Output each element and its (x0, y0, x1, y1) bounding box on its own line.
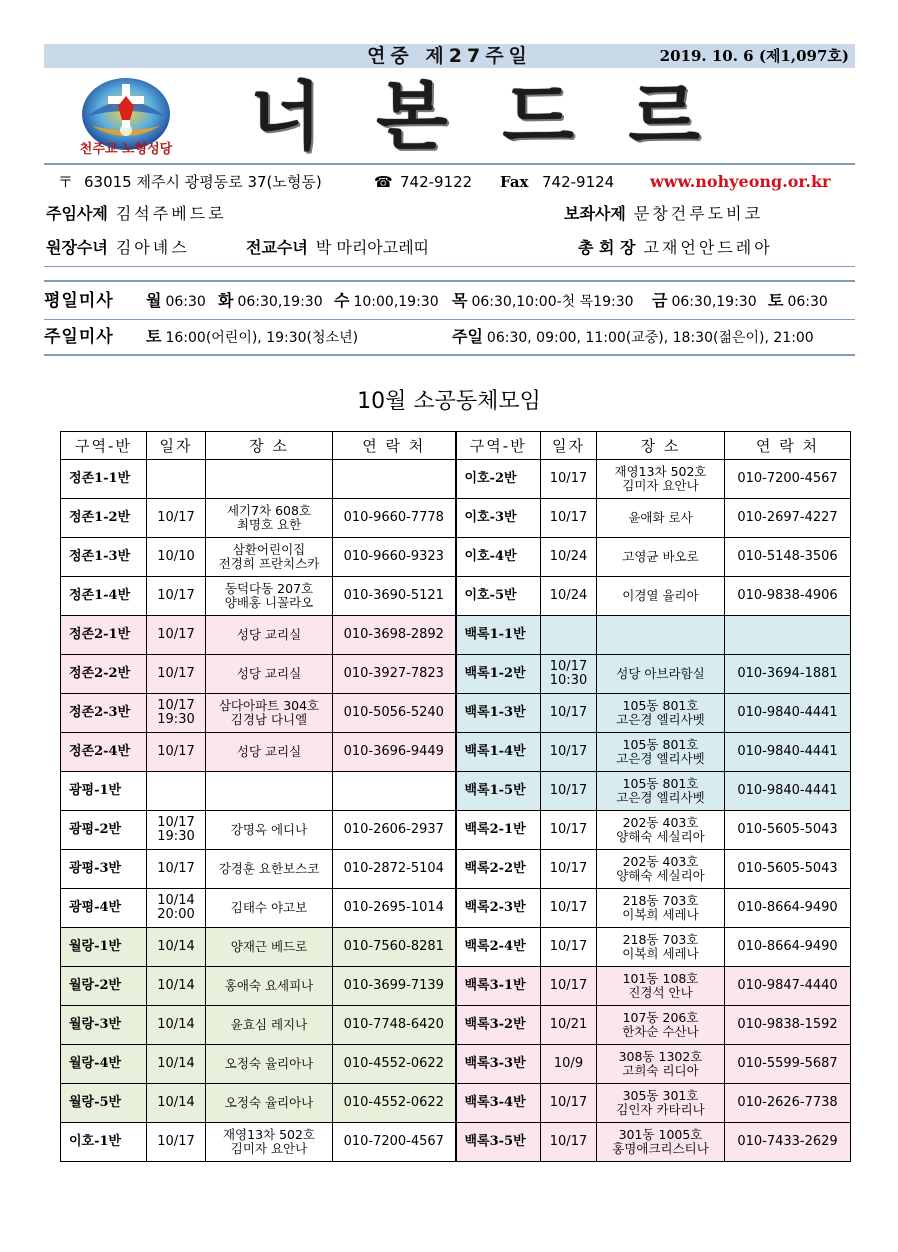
cell-date: 10/17 (541, 967, 597, 1006)
column-header: 장 소 (206, 432, 333, 460)
cell-place: 재영13차 502호 김미자 요안나 (597, 460, 725, 499)
cell-place: 고영균 바오로 (597, 538, 725, 577)
cell-date: 10/17 10:30 (541, 655, 597, 694)
table-row (61, 733, 851, 772)
cell-district: 백록3-4반 (456, 1084, 541, 1123)
cell-place: 202동 403호 양해숙 세실리아 (597, 811, 725, 850)
cell-district: 광평-4반 (61, 889, 147, 928)
logo-caption: 천주교 노형성당 (79, 142, 173, 157)
table-row (61, 967, 851, 1006)
cell-date: 10/10 (147, 538, 206, 577)
saturday-mass: 토 16:00(어린이), 19:30(청소년) (146, 327, 359, 346)
cell-phone: 010-9840-4441 (725, 694, 851, 733)
sunday-mass-label: 주일미사 (44, 327, 114, 347)
cell-date: 10/24 (541, 538, 597, 577)
cell-phone: 010-7560-8281 (333, 928, 456, 967)
cell-phone: 010-9840-4441 (725, 772, 851, 811)
mass-item: 수 10:00,19:30 (334, 291, 439, 310)
table-row (61, 499, 851, 538)
cell-phone: 010-2872-5104 (333, 850, 456, 889)
section-title: 10월 소공동체모임 (357, 389, 541, 414)
cell-phone: 010-5148-3506 (725, 538, 851, 577)
cell-place: 218동 703호 이복희 세레나 (597, 928, 725, 967)
mass-item: 토 06:30 (768, 291, 828, 310)
cell-date: 10/17 (147, 499, 206, 538)
cell-district: 정존2-3반 (61, 694, 147, 733)
week-title: 연중 제27주일 (367, 45, 532, 67)
head-sister-row (46, 236, 190, 260)
president-name: 고재언안드레아 (643, 238, 773, 257)
cell-district: 백록3-5반 (456, 1123, 541, 1162)
cell-place: 성당 교리실 (206, 655, 333, 694)
cell-phone (333, 460, 456, 499)
table-row (61, 889, 851, 928)
cell-date (147, 460, 206, 499)
cell-phone: 010-4552-0622 (333, 1084, 456, 1123)
weekday-mass-label: 평일미사 (44, 291, 114, 311)
cell-district: 정존1-3반 (61, 538, 147, 577)
cell-district: 이호-1반 (61, 1123, 147, 1162)
cell-district: 광평-1반 (61, 772, 147, 811)
assistant-name: 문창건루도비코 (633, 204, 764, 223)
cell-date: 10/14 20:00 (147, 889, 206, 928)
cell-phone: 010-7200-4567 (333, 1123, 456, 1162)
cell-date: 10/21 (541, 1006, 597, 1045)
cell-district: 백록1-1반 (456, 616, 541, 655)
mass-schedule (44, 282, 855, 354)
column-header: 연 락 처 (333, 432, 456, 460)
cell-phone: 010-7748-6420 (333, 1006, 456, 1045)
cell-phone: 010-5599-5687 (725, 1045, 851, 1084)
cell-phone: 010-7433-2629 (725, 1123, 851, 1162)
cell-district: 정존2-4반 (61, 733, 147, 772)
table-row (61, 460, 851, 499)
column-header: 구역-반 (456, 432, 541, 460)
cell-phone: 010-3690-5121 (333, 577, 456, 616)
cell-date: 10/17 (147, 1123, 206, 1162)
cell-date: 10/14 (147, 1084, 206, 1123)
cell-place: 세기7차 608호 최명호 요한 (206, 499, 333, 538)
fax-number: 742-9124 (542, 173, 615, 191)
cell-place: 오정숙 율리아나 (206, 1084, 333, 1123)
cell-district: 백록3-3반 (456, 1045, 541, 1084)
cell-place: 이경열 율리아 (597, 577, 725, 616)
head-sister-name: 김아녜스 (115, 238, 190, 257)
cell-phone: 010-8664-9490 (725, 928, 851, 967)
cell-phone: 010-5605-5043 (725, 811, 851, 850)
cell-place: 윤효심 레지나 (206, 1006, 333, 1045)
weekday-mass-row (44, 284, 855, 318)
cell-date: 10/17 (147, 733, 206, 772)
mass-item: 목 06:30,10:00-첫 목19:30 (452, 291, 634, 310)
cell-date: 10/17 (541, 460, 597, 499)
cell-district: 백록2-4반 (456, 928, 541, 967)
cell-place: 218동 703호 이복희 세레나 (597, 889, 725, 928)
cell-phone: 010-5056-5240 (333, 694, 456, 733)
table-row (61, 772, 851, 811)
mass-item: 월 06:30 (146, 291, 206, 310)
title-char: 르 (628, 74, 700, 160)
cell-place: 김태수 야고보 (206, 889, 333, 928)
cell-place: 강경훈 요한보스코 (206, 850, 333, 889)
cell-date: 10/17 19:30 (147, 694, 206, 733)
mass-bottom-rule (44, 354, 855, 356)
cell-district: 월랑-2반 (61, 967, 147, 1006)
cell-place: 308동 1302호 고희숙 리디아 (597, 1045, 725, 1084)
table-row (61, 577, 851, 616)
paper-title (250, 74, 700, 160)
cell-date: 10/14 (147, 1006, 206, 1045)
cell-date: 10/14 (147, 967, 206, 1006)
cell-date: 10/17 (147, 850, 206, 889)
cell-phone: 010-9840-4441 (725, 733, 851, 772)
cell-place: 재영13차 502호 김미자 요안나 (206, 1123, 333, 1162)
mass-item: 금 06:30,19:30 (652, 291, 757, 310)
cell-place (597, 616, 725, 655)
cell-date: 10/14 (147, 1045, 206, 1084)
cell-district: 백록2-3반 (456, 889, 541, 928)
cell-phone: 010-9847-4440 (725, 967, 851, 1006)
table-header-row (61, 432, 851, 460)
cell-date: 10/9 (541, 1045, 597, 1084)
cell-district: 월랑-1반 (61, 928, 147, 967)
cell-district: 백록2-2반 (456, 850, 541, 889)
cell-district: 이호-3반 (456, 499, 541, 538)
cell-phone (333, 772, 456, 811)
header-divider (44, 163, 855, 165)
cell-district: 이호-4반 (456, 538, 541, 577)
table-row (61, 1123, 851, 1162)
table-row (61, 1084, 851, 1123)
website-link[interactable]: www.nohyeong.or.kr (650, 172, 831, 191)
small-community-table (60, 431, 851, 1162)
sunday-mass: 주일 06:30, 09:00, 11:00(교중), 18:30(젊은이), 21:00 (452, 327, 814, 346)
cell-date: 10/17 (541, 499, 597, 538)
cell-phone: 010-2606-2937 (333, 811, 456, 850)
cell-date: 10/17 (541, 928, 597, 967)
phone-number: 742-9122 (400, 173, 473, 191)
cell-phone: 010-5605-5043 (725, 850, 851, 889)
cell-place: 삼다아파트 304호 김경남 다니엘 (206, 694, 333, 733)
cell-date (541, 616, 597, 655)
cell-date: 10/17 (541, 1123, 597, 1162)
cell-district: 백록1-4반 (456, 733, 541, 772)
mission-sister-label: 전교수녀 (246, 238, 308, 257)
president-row (578, 236, 773, 260)
cell-phone: 010-2626-7738 (725, 1084, 851, 1123)
cell-place: 성당 교리실 (206, 733, 333, 772)
table-row (61, 811, 851, 850)
pastor-name: 김석주베드로 (115, 204, 227, 223)
cell-place: 삼환어린이집 전경희 프란치스카 (206, 538, 333, 577)
cell-district: 이호-5반 (456, 577, 541, 616)
cell-phone: 010-9838-4906 (725, 577, 851, 616)
pastor-label: 주임사제 (46, 204, 108, 223)
fax-label: Fax (500, 173, 529, 191)
table-row (61, 928, 851, 967)
table-row (61, 850, 851, 889)
cell-district: 월랑-4반 (61, 1045, 147, 1084)
cell-place: 107동 206호 한차순 수산나 (597, 1006, 725, 1045)
cell-district: 월랑-5반 (61, 1084, 147, 1123)
address: 63015 제주시 광평동로 37(노형동) (84, 173, 322, 191)
cell-place: 성당 아브라함실 (597, 655, 725, 694)
cell-place (206, 460, 333, 499)
cell-district: 이호-2반 (456, 460, 541, 499)
cell-phone: 010-2695-1014 (333, 889, 456, 928)
cell-place: 강명옥 에디나 (206, 811, 333, 850)
cell-date: 10/24 (541, 577, 597, 616)
cell-district: 정존2-1반 (61, 616, 147, 655)
mass-item: 화 06:30,19:30 (218, 291, 323, 310)
cell-phone: 010-9660-9323 (333, 538, 456, 577)
issue-date: 2019. 10. 6 (제1,097호) (659, 47, 849, 65)
cell-date: 10/17 (541, 889, 597, 928)
cell-phone: 010-4552-0622 (333, 1045, 456, 1084)
cell-district: 정존1-1반 (61, 460, 147, 499)
cell-date: 10/14 (147, 928, 206, 967)
cell-date: 10/17 (147, 655, 206, 694)
cell-date: 10/17 (541, 733, 597, 772)
cell-phone: 010-9660-7778 (333, 499, 456, 538)
cell-district: 백록1-2반 (456, 655, 541, 694)
table-row (61, 694, 851, 733)
cell-phone: 010-7200-4567 (725, 460, 851, 499)
cell-place: 오정숙 율리아나 (206, 1045, 333, 1084)
cell-district: 정존1-2반 (61, 499, 147, 538)
cell-place: 105동 801호 고은경 엘리사벳 (597, 694, 725, 733)
title-char: 드 (502, 74, 574, 160)
cell-phone: 010-2697-4227 (725, 499, 851, 538)
table-body (61, 460, 851, 1162)
president-label: 총 회 장 (578, 238, 636, 257)
phone-icon: ☎ (374, 173, 393, 191)
cell-date: 10/17 (541, 1084, 597, 1123)
cell-place: 105동 801호 고은경 엘리사벳 (597, 772, 725, 811)
table-row (61, 1045, 851, 1084)
staff-divider (44, 266, 855, 267)
table-row (61, 655, 851, 694)
pastor-row (46, 202, 227, 226)
cell-district: 월랑-3반 (61, 1006, 147, 1045)
cell-date: 10/17 19:30 (147, 811, 206, 850)
top-banner (44, 44, 855, 68)
cell-phone: 010-8664-9490 (725, 889, 851, 928)
cell-place: 홍애숙 요세피나 (206, 967, 333, 1006)
mission-sister-row (246, 236, 429, 260)
cell-district: 광평-3반 (61, 850, 147, 889)
cell-phone: 010-3696-9449 (333, 733, 456, 772)
cell-place (206, 772, 333, 811)
cell-place: 양재근 베드로 (206, 928, 333, 967)
cell-date: 10/17 (541, 850, 597, 889)
cell-district: 백록3-1반 (456, 967, 541, 1006)
cell-date (147, 772, 206, 811)
table-row (61, 616, 851, 655)
cell-phone: 010-3698-2892 (333, 616, 456, 655)
cell-phone: 010-3694-1881 (725, 655, 851, 694)
column-header: 연 락 처 (725, 432, 851, 460)
cell-place: 윤애화 로사 (597, 499, 725, 538)
cell-district: 백록2-1반 (456, 811, 541, 850)
cell-place: 동덕다동 207호 양배홍 니꼴라오 (206, 577, 333, 616)
cell-district: 정존2-2반 (61, 655, 147, 694)
cell-phone: 010-9838-1592 (725, 1006, 851, 1045)
assistant-row (564, 202, 763, 226)
cell-district: 백록1-5반 (456, 772, 541, 811)
cell-district: 정존1-4반 (61, 577, 147, 616)
cell-place: 202동 403호 양해숙 세실리아 (597, 850, 725, 889)
cell-place: 101동 108호 진경석 안나 (597, 967, 725, 1006)
assistant-label: 보좌사제 (564, 204, 626, 223)
cell-phone: 010-3927-7823 (333, 655, 456, 694)
sunday-mass-row (44, 320, 855, 354)
cell-date: 10/17 (541, 811, 597, 850)
cell-place: 301동 1005호 홍명애크리스티나 (597, 1123, 725, 1162)
title-char: 본 (376, 74, 448, 160)
cell-date: 10/17 (147, 577, 206, 616)
cell-place: 105동 801호 고은경 엘리사벳 (597, 733, 725, 772)
head-sister-label: 원장수녀 (46, 238, 108, 257)
cell-phone: 010-3699-7139 (333, 967, 456, 1006)
contact-row (58, 171, 848, 193)
cell-district: 백록3-2반 (456, 1006, 541, 1045)
column-header: 장 소 (597, 432, 725, 460)
postal-icon: 〒 (58, 173, 74, 191)
column-header: 일자 (147, 432, 206, 460)
column-header: 일자 (541, 432, 597, 460)
cell-date: 10/17 (541, 694, 597, 733)
column-header: 구역-반 (61, 432, 147, 460)
table-row (61, 1006, 851, 1045)
mission-sister-name: 박 마리아고레띠 (315, 238, 430, 257)
cell-place: 305동 301호 김인자 카타리나 (597, 1084, 725, 1123)
table-row (61, 538, 851, 577)
title-char: 너 (250, 74, 322, 160)
cell-date: 10/17 (541, 772, 597, 811)
cell-district: 광평-2반 (61, 811, 147, 850)
cell-district: 백록1-3반 (456, 694, 541, 733)
cell-phone (725, 616, 851, 655)
cell-date: 10/17 (147, 616, 206, 655)
cell-place: 성당 교리실 (206, 616, 333, 655)
